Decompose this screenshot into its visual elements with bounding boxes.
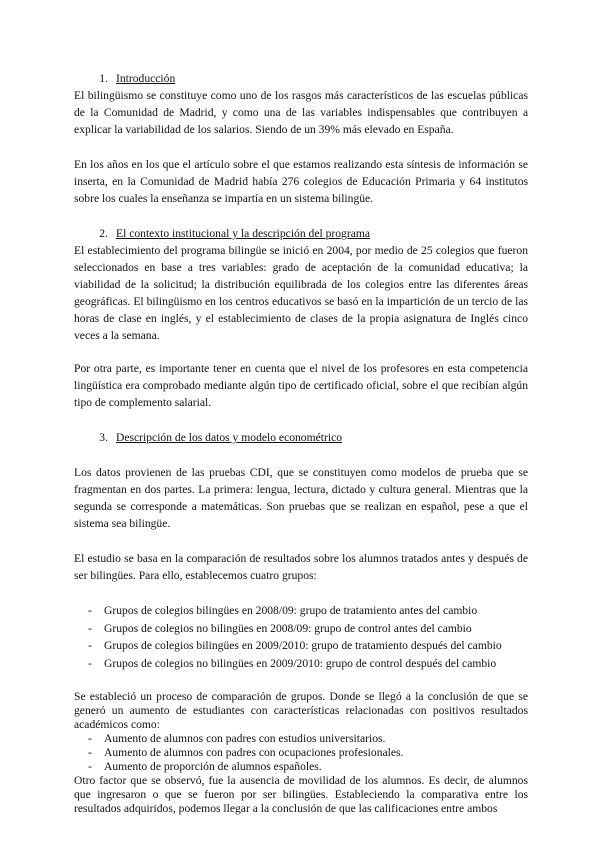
list-item: - Grupos de colegios bilingües en 2008/09: grupo de tratamiento antes del cambio — [88, 604, 478, 617]
section-title: El contexto institucional y la descripción del programa — [116, 227, 371, 240]
groups-list — [74, 602, 528, 672]
section-number: 3. — [99, 431, 108, 444]
section-number: 1. — [99, 72, 108, 85]
paragraph: Se estableció un proceso de comparación de grupos. Donde se llegó a la conclusión de que se generó un aumento de estudiantes con características relacionadas con positivos resultados académicos como: — [74, 690, 528, 731]
outcomes-list — [74, 732, 528, 774]
list-item: - Grupos de colegios bilingües en 2009/2010: grupo de tratamiento después del cambio — [88, 639, 502, 652]
list-item: - Grupos de colegios no bilingües en 2009/2010: grupo de control después del cambio — [88, 656, 497, 670]
paragraph: En los años en los que el artículo sobre el que estamos realizando esta síntesis de información se inserta, en la Comunidad de Madrid había 276 colegios de Educación Primaria y 64 institutos sobre los cuales la enseñanza se impartía en un sistema bilingüe. — [74, 158, 528, 205]
paragraph: Por otra parte, es importante tener en cuenta que el nivel de los profesores en esta competencia lingüística era comprobado mediante algún tipo de certificado oficial, sobre el que recibían algún tipo de complemento salarial. — [74, 362, 528, 409]
section-title: Descripción de los datos y modelo econométrico — [116, 431, 343, 444]
list-item: - Aumento de alumnos con padres con ocupaciones profesionales. — [88, 746, 404, 759]
section-number: 2. — [99, 227, 108, 240]
list-item: - Aumento de proporción de alumnos españoles. — [88, 760, 322, 773]
paragraph: El bilingüismo se constituye como uno de los rasgos más característicos de las escuelas públicas de la Comunidad de Madrid, y como una de las variables indispensables que contribuyen a explicar la variabilidad de los salarios. Siendo de un 39% más elevado en España. — [74, 89, 528, 136]
list-item: - Grupos de colegios no bilingües en 2008/09: grupo de control antes del cambio — [88, 621, 472, 635]
paragraph: Otro factor que se observó, fue la ausencia de movilidad de los alumnos. Es decir, de alumnos que ingresaron o que se fueron por ser bilingües. Estableciendo la comparativa entre los resultados adquiridos, podemos llegar a la conclusión de que las calificaciones entre ambos — [74, 774, 528, 815]
section-title: Introducción — [116, 72, 176, 85]
section-heading-introduccion — [74, 70, 528, 87]
document-page — [74, 70, 528, 816]
section-heading-datos — [74, 429, 528, 446]
section-heading-contexto — [74, 225, 528, 242]
paragraph: El estudio se basa en la comparación de resultados sobre los alumnos tratados antes y después de ser bilingües. Para ello, establecemos cuatro grupos: — [74, 552, 528, 582]
paragraph: El establecimiento del programa bilingüe se inició en 2004, por medio de 25 colegios que fueron seleccionados en base a tres variables: grado de aceptación de la comunidad educativa; la viabilidad de la solicitud; la distribución equilibrada de los colegios entre las diferentes áreas geográficas. El bilingüismo en los centros educativos se basó en la impartición de un tercio de las horas de clase en inglés, y el establecimiento de clases de la propia asignatura de Inglés cinco veces a la semana. — [74, 244, 528, 342]
paragraph: Los datos provienen de las pruebas CDI, que se constituyen como modelos de prueba que se fragmentan en dos partes. La primera: lengua, lectura, dictado y cultura general. Mientras que la segunda se corresponde a matemáticas. Son pruebas que se realizan en español, pese a que el sistema sea bilingüe. — [74, 466, 528, 530]
list-item: - Aumento de alumnos con padres con estudios universitarios. — [88, 732, 386, 745]
